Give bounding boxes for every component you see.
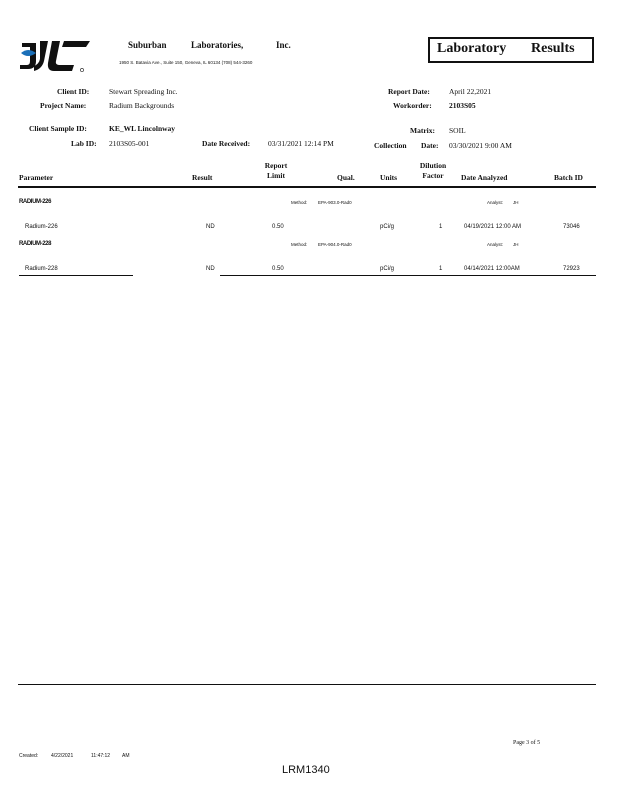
project-name-value: Radium Backgrounds [109,101,175,110]
created-time: 11:47:12 [91,753,111,759]
method-label: Method: [291,200,308,205]
results-title-2: Results [531,41,575,56]
row-units: pCi/g [380,266,395,272]
report-date-label: Report Date: [388,87,430,96]
row-underline-left [19,275,133,276]
column-dilution-1: Dilution [419,161,447,170]
column-report-limit-1: Report [264,161,288,170]
row-batch-id: 72923 [563,266,580,272]
created-date: 4/22/2021 [51,753,74,759]
method-value: EPA-903.0-Rad0 [318,200,352,205]
workorder-label: Workorder: [393,101,432,110]
row-result: ND [206,266,215,272]
column-parameter: Parameter [19,173,54,182]
row-parameter: Radium-228 [25,266,58,272]
matrix-value: SOIL [449,126,466,135]
date-received-label: Date Received: [202,139,251,148]
client-id-value: Stewart Spreading Inc. [109,87,178,96]
column-qual: Qual. [337,173,355,182]
analyst-label: Analyst: [487,200,504,205]
document-code: LRM1340 [282,764,330,776]
created-ampm: AM [122,753,130,759]
date-received-value: 03/31/2021 12:14 PM [268,139,334,148]
company-name-3: Inc. [276,40,291,50]
group-name-radium-228: RADIUM-228 [19,241,52,247]
column-batch-id: Batch ID [554,173,583,182]
row-underline-right [220,275,596,276]
company-address: 1950 S. Batavia Ave., Suite 150, Geneva, IL 60134 (708) 544-3260 [119,60,253,65]
client-sample-label: Client Sample ID: [29,124,87,133]
collection-date-value: 03/30/2021 9:00 AM [449,141,512,150]
client-id-label: Client ID: [57,87,90,96]
column-date-analyzed: Date Analyzed [461,173,508,182]
company-name-2: Laboratories, [191,40,244,50]
analyst-label: Analyst: [487,242,504,247]
results-title-1: Laboratory [437,41,507,56]
column-result: Result [192,173,213,182]
collection-label: Collection [374,141,407,150]
row-report-limit: 0.50 [272,266,284,272]
company-name: Suburban [128,40,167,50]
method-value: EPA-904.0-Rad0 [318,242,352,247]
collection-date-label: Date: [421,141,439,150]
lab-id-label: Lab ID: [71,139,97,148]
row-date-analyzed: 04/14/2021 12:00AM [464,266,520,272]
analyst-value: JH [513,242,519,247]
group-name-radium-226: RADIUM-226 [19,199,52,205]
footer-divider [18,684,596,685]
analyst-value: JH [513,200,519,205]
column-dilution-2: Factor [422,171,444,180]
row-parameter: Radium-226 [25,224,58,230]
laboratory-results-box [428,37,594,63]
header-divider [18,186,596,188]
column-units: Units [380,173,398,182]
project-name-label: Project Name: [40,101,87,110]
row-date-analyzed: 04/19/2021 12:00 AM [464,224,522,230]
row-batch-id: 73046 [563,224,580,230]
report-date-value: April 22,2021 [449,87,492,96]
column-report-limit-2: Limit [267,171,285,180]
row-units: pCi/g [380,224,395,230]
row-result: ND [206,224,215,230]
matrix-label: Matrix: [410,126,435,135]
created-label: Created: [19,753,39,759]
row-dilution: 1 [439,224,443,230]
row-dilution: 1 [439,266,443,272]
page-number: Page 3 of 5 [513,740,541,746]
lab-id-value: 2103S05-001 [109,139,150,148]
method-label: Method: [291,242,308,247]
client-sample-value: KE_WL Lincolnway [109,124,176,133]
workorder-value: 2103S05 [449,101,476,110]
row-report-limit: 0.50 [272,224,284,230]
company-logo [18,35,94,75]
